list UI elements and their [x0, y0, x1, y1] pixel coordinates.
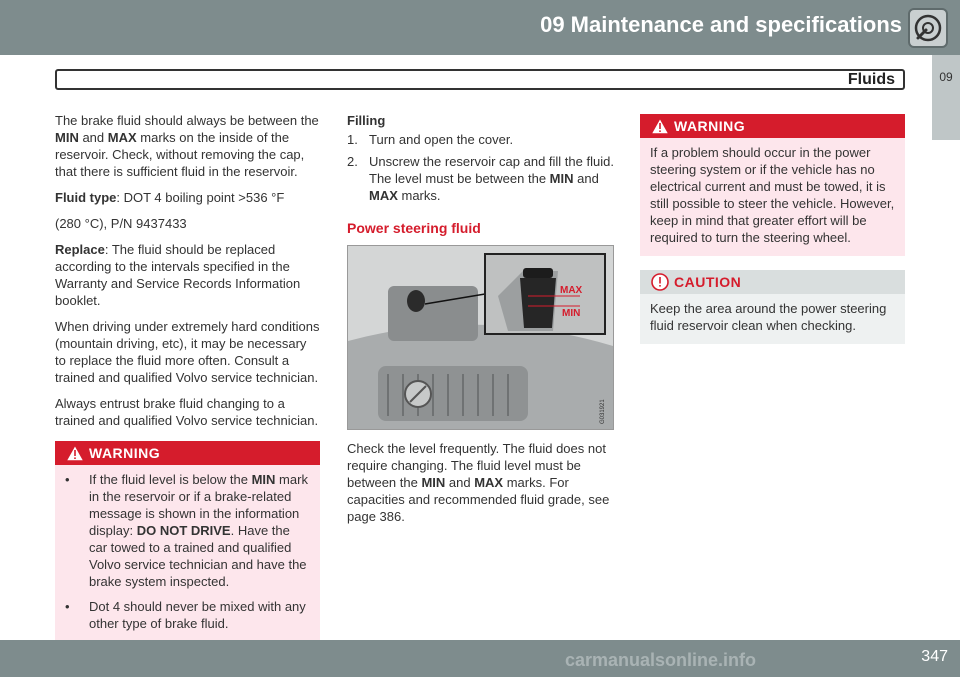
chapter-title: 09 Maintenance and specifications: [540, 12, 902, 37]
list-item: 1. Turn and open the cover.: [347, 132, 514, 147]
warning-body: [55, 465, 320, 642]
paragraph-level: The brake fluid should always be between the MIN and MAX marks on the inside of the reservoir. Check, without removing the cap, that there is sufficient fluid in the reservoir.: [55, 113, 319, 179]
page-number: 347: [921, 648, 948, 665]
side-tab-label: 09: [939, 70, 953, 84]
section-title: Fluids: [847, 71, 895, 88]
paragraph-hard-conditions: When driving under extremely hard conditions (mountain driving, etc), it may be necessary to replace the fluid more often. Consult a trained and qualified Volvo service technician.: [55, 319, 320, 385]
column-warnings: [640, 114, 905, 344]
caution-body: Keep the area around the power steering fluid reservoir clean when checking.: [640, 294, 905, 344]
figure-min-label: MIN: [562, 308, 581, 319]
watermark: carmanualsonline.info: [565, 650, 757, 670]
power-steering-heading: Power steering fluid: [347, 220, 481, 236]
warning-triangle-icon: [650, 117, 670, 135]
warning-triangle-icon: [65, 444, 85, 462]
footer-bar: [0, 640, 960, 677]
paragraph-replace: Replace: The fluid should be replaced according to the intervals specified in the Warranty and Service Records Information booklet.: [55, 242, 301, 308]
paragraph-check-level: Check the level frequently. The fluid does not require changing. The fluid level must be between the MIN and MAX marks. For capacities and recommended fluid grade, see page 386.: [347, 441, 610, 524]
wrench-gear-icon: [908, 8, 948, 48]
section-header: [55, 69, 905, 90]
list-item: • If the fluid level is below the MIN mark in the reservoir or if a brake-related message is shown in the information display: DO NOT DRIVE. Have the car towed to a trained and qualified Volvo service technician and have the brake system inspected.: [65, 472, 308, 589]
chapter-header-bar: [0, 0, 960, 55]
figure-max-label: MAX: [560, 285, 583, 296]
list-item: 2. Unscrew the reservoir cap and fill the fluid. The level must be between the MIN and MAX marks.: [347, 154, 614, 203]
chapter-side-tab: [932, 55, 960, 140]
caution-circle-icon: [650, 273, 670, 291]
paragraph-entrust: Always entrust brake fluid changing to a trained and qualified Volvo service technician.: [55, 396, 319, 428]
warning-header: WARNING: [640, 114, 905, 138]
warning-body: If a problem should occur in the power steering system or if the vehicle has no electrical current and must be towed, it is still possible to steer the vehicle. However, keep in mind that greater effort will be required to turn the steering wheel.: [640, 138, 905, 256]
power-steering-warning-box: [640, 114, 905, 256]
caution-box: [640, 270, 905, 344]
paragraph-fluid-type: Fluid type: DOT 4 boiling point >536 °F: [55, 190, 285, 205]
column-filling: [347, 112, 615, 534]
list-item: • Dot 4 should never be mixed with any other type of brake fluid.: [65, 599, 306, 631]
engine-bay-figure: [347, 245, 614, 430]
figure-code: G031921: [600, 399, 606, 424]
brake-warning-box: [55, 441, 320, 642]
column-brake-fluid: [55, 112, 320, 642]
filling-steps: [347, 131, 615, 204]
filling-heading: Filling: [347, 113, 386, 128]
warning-header: WARNING: [55, 441, 320, 465]
caution-header: CAUTION: [640, 270, 905, 294]
paragraph-fluid-spec: (280 °C), P/N 9437433: [55, 216, 187, 231]
